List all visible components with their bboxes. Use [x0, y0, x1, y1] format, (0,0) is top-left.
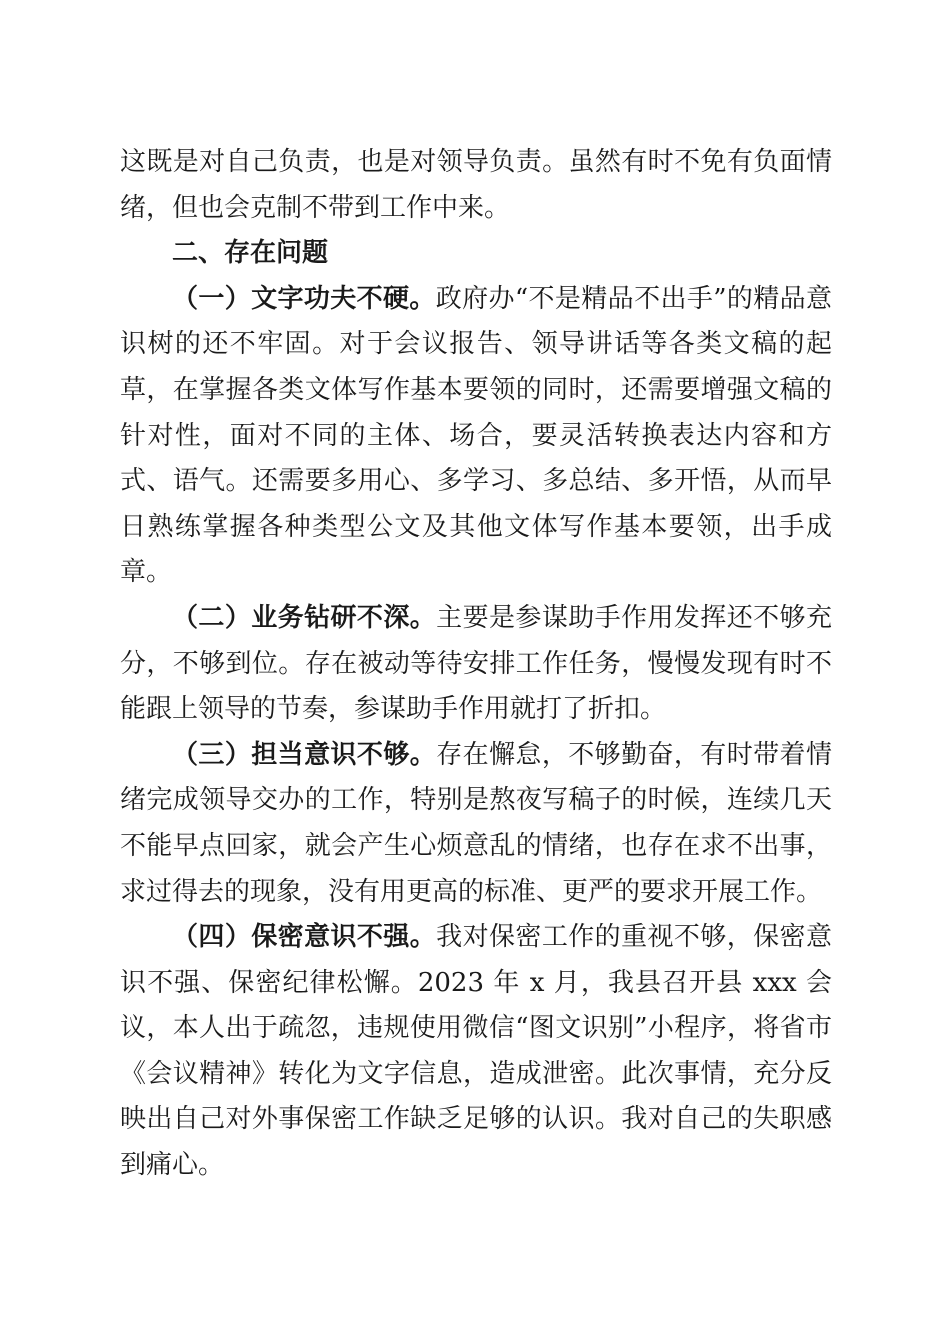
document-body: [120, 140, 832, 1189]
issue-body-1: 政府办“不是精品不出手”的精品意识树的还不牢固。对于会议报告、领导讲话等各类文稿的起草，在掌握各类文体写作基本要领的同时，还需要增强文稿的针对性，面对不同的主体、场合，要灵活转换表达内容和方式、语气。还需要多用心、多学习、多总结、多开悟，从而早日熟练掌握各种类型公文及其他文体写作基本要领，出手成章。: [120, 283, 832, 588]
issue-lead-1: （一）文字功夫不硬。: [172, 283, 436, 314]
issue-paragraph-2: [120, 596, 832, 733]
issue-body-2: 主要是参谋助手作用发挥还不够充分，不够到位。存在被动等待安排工作任务，慢慢发现有时不能跟上领导的节奏，参谋助手作用就打了折扣。: [120, 602, 832, 725]
section-heading: 二、存在问题: [172, 238, 329, 269]
issue-body-3: 存在懈怠，不够勤奋，有时带着情绪完成领导交办的工作，特别是熬夜写稿子的时候，连续几天不能早点回家，就会产生心烦意乱的情绪，也存在求不出事，求过得去的现象，没有用更高的标准、更严的要求开展工作。: [120, 739, 832, 907]
issue-paragraph-4: [120, 915, 832, 1189]
issue-lead-3: （三）担当意识不够。: [172, 739, 437, 770]
issue-body-4: 我对保密工作的重视不够，保密意识不强、保密纪律松懈。2023 年 x 月，我县召开县 xxx 会议，本人出于疏忽，违规使用微信“图文识别”小程序，将省市《会议精神》转化为文字信息，造成泄密。此次事情，充分反映出自己对外事保密工作缺乏足够的认识。我对自己的失职感到痛心。: [120, 922, 832, 1181]
issue-lead-4: （四）保密意识不强。: [172, 922, 437, 953]
opening-paragraph: 这既是对自己负责，也是对领导负责。虽然有时不免有负面情绪，但也会克制不带到工作中来。: [120, 147, 832, 223]
issue-paragraph-3: [120, 733, 832, 915]
issue-lead-2: （二）业务钻研不深。: [172, 602, 437, 633]
issue-paragraph-1: [120, 277, 832, 596]
